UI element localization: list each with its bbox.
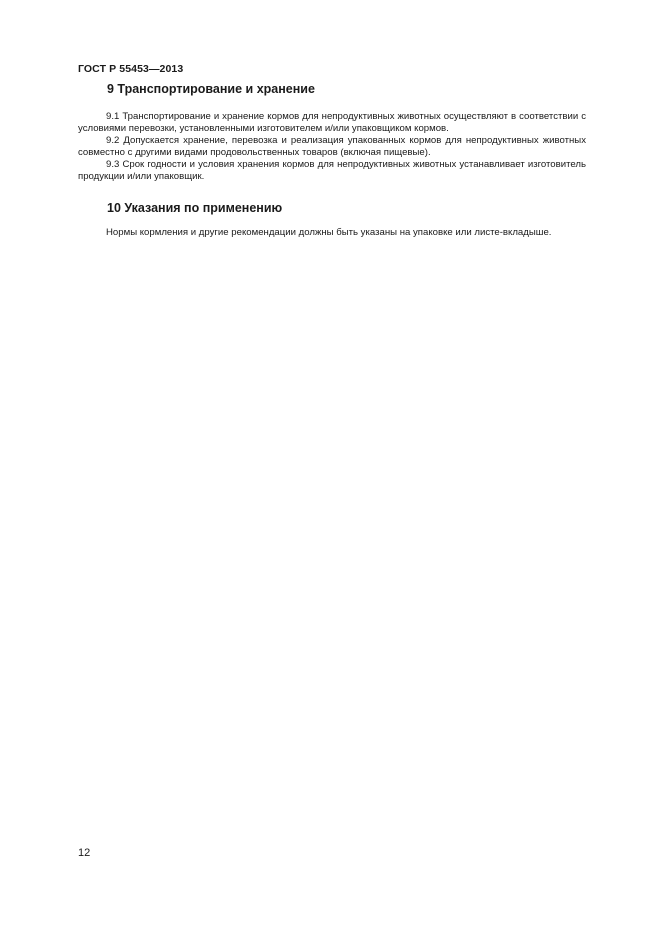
paragraph-10 [78, 227, 586, 239]
paragraph-9-1 [78, 111, 586, 135]
section-10-body [78, 227, 586, 239]
paragraph-10-text: Нормы кормления и другие рекомендации должны быть указаны на упаковке или листе-вкладыше. [106, 227, 552, 238]
paragraph-9-1-text: 9.1 Транспортирование и хранение кормов для непродуктивных животных осуществляют в соответствии с условиями перевозки, установленными изготовителем и/или упаковщиком кормов. [78, 111, 586, 134]
section-9-body [78, 111, 586, 183]
document-code: ГОСТ Р 55453—2013 [78, 63, 184, 75]
section-9-title: 9 Транспортирование и хранение [107, 82, 315, 96]
paragraph-9-2 [78, 135, 586, 159]
paragraph-9-3 [78, 159, 586, 183]
paragraph-9-2-text: 9.2 Допускается хранение, перевозка и реализация упакованных кормов для непродуктивных животных совместно с другими видами продовольственных товаров (включая пищевые). [78, 135, 586, 158]
page-number: 12 [78, 847, 91, 859]
section-10-title: 10 Указания по применению [107, 201, 283, 215]
paragraph-9-3-text: 9.3 Срок годности и условия хранения кормов для непродуктивных животных устанавливает изготовитель продукции и/или упаковщик. [78, 159, 586, 182]
